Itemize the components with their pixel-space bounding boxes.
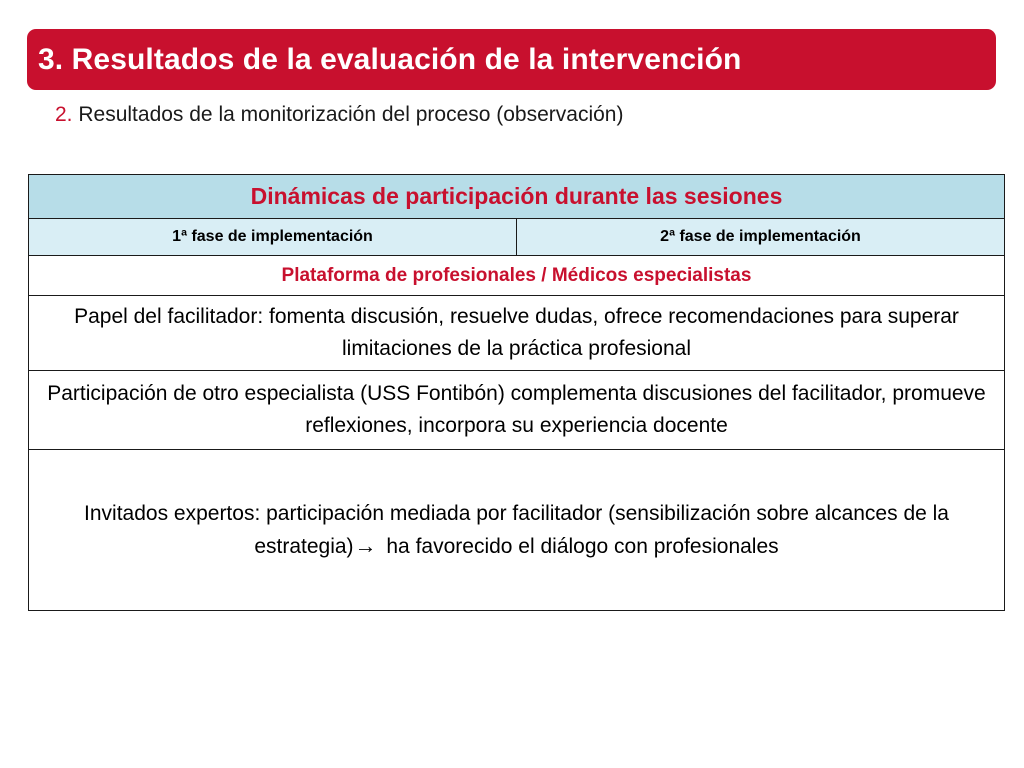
phase-2-header: 2ª fase de implementación — [517, 219, 1005, 256]
table-row — [29, 296, 1005, 371]
invited-experts-text: Invitados expertos: participación mediada por facilitador (sensibilización sobre alcances de la estrategia) — [84, 501, 949, 558]
phase-row — [29, 219, 1005, 256]
specialist-participation-cell: Participación de otro especialista (USS Fontibón) complementa discusiones del facilitador, promueve reflexiones, incorpora su experiencia docente — [29, 371, 1005, 450]
arrow-right-icon: → — [354, 532, 377, 558]
table-row — [29, 450, 1005, 611]
subtitle-text: Resultados de la monitorización del proceso (observación) — [78, 103, 624, 126]
invited-experts-cell — [29, 450, 1005, 611]
phase-1-header: 1ª fase de implementación — [29, 219, 517, 256]
platform-row — [29, 256, 1005, 296]
table-header-row — [29, 175, 1005, 219]
table-title: Dinámicas de participación durante las sesiones — [29, 175, 1005, 219]
title-banner — [27, 29, 996, 90]
platform-label: Plataforma de profesionales / Médicos especialistas — [29, 256, 1005, 296]
subtitle-number: 2. — [55, 103, 73, 126]
dynamics-table — [28, 174, 1005, 611]
section-subtitle — [55, 103, 623, 127]
page-title: 3. Resultados de la evaluación de la intervención — [38, 42, 742, 76]
table-row — [29, 371, 1005, 450]
invited-experts-result: ha favorecido el diálogo con profesionales — [380, 534, 779, 558]
facilitator-role-cell: Papel del facilitador: fomenta discusión, resuelve dudas, ofrece recomendaciones para superar limitaciones de la práctica profesional — [29, 296, 1005, 371]
